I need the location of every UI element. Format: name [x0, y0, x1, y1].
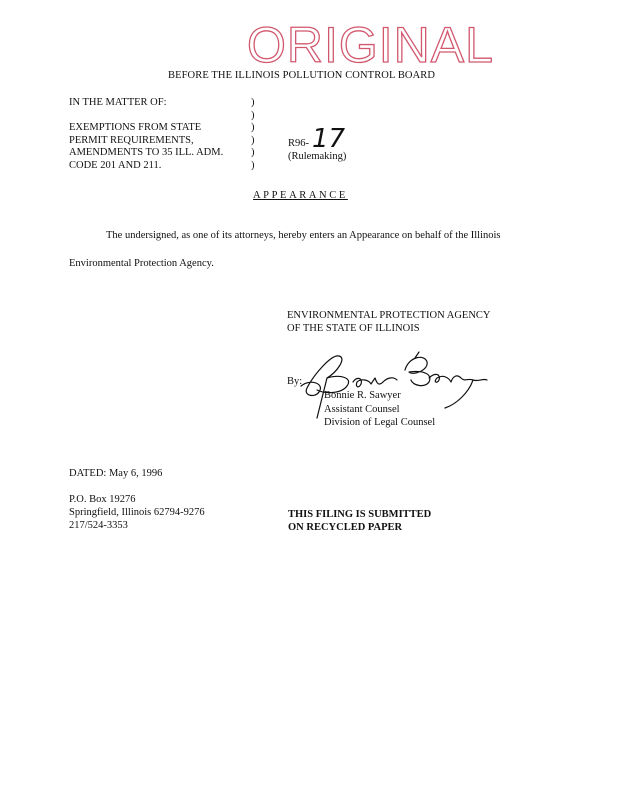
caption-line: CODE 201 AND 211.	[69, 159, 162, 171]
docket-number-handwritten: 17	[312, 124, 346, 154]
agency-line-2: OF THE STATE OF ILLINOIS	[287, 322, 420, 334]
document-title: APPEARANCE	[253, 190, 348, 201]
paren: )	[251, 109, 255, 121]
recycled-line-2: ON RECYCLED PAPER	[288, 521, 403, 533]
caption-line: PERMIT REQUIREMENTS,	[69, 134, 194, 146]
paren: )	[251, 122, 255, 134]
address-line-1: P.O. Box 19276	[69, 494, 136, 505]
body-text-line-1: The undersigned, as one of its attorneys, hereby enters an Appearance on behalf of the Illinois	[106, 230, 501, 241]
signer-division: Division of Legal Counsel	[324, 417, 436, 429]
caption-line: AMENDMENTS TO 35 ILL. ADM.	[69, 147, 224, 159]
case-caption	[69, 97, 223, 173]
agency-line-1: ENVIRONMENTAL PROTECTION AGENCY	[287, 310, 491, 321]
signer-title: Assistant Counsel	[324, 403, 400, 415]
paren: )	[251, 147, 255, 159]
docket-prefix: R96-	[288, 138, 309, 149]
recycled-paper-notice	[288, 509, 431, 535]
by-label: By:	[287, 376, 303, 387]
caption-line: EXEMPTIONS FROM STATE	[69, 122, 202, 134]
agency-name	[287, 310, 491, 335]
address-line-2: Springfield, Illinois 62794-9276	[69, 506, 205, 518]
caption-line	[69, 110, 223, 123]
paren: )	[251, 159, 255, 171]
docket-type: (Rulemaking)	[288, 151, 347, 162]
signer-name: Bonnie R. Sawyer	[324, 390, 401, 401]
dated-line: DATED: May 6, 1996	[69, 468, 163, 479]
body-text-line-2: Environmental Protection Agency.	[69, 258, 214, 269]
mailing-address	[69, 494, 205, 532]
address-line-3: 217/524-3353	[69, 519, 128, 531]
original-stamp	[245, 14, 494, 73]
caption-line: IN THE MATTER OF:	[69, 97, 167, 108]
board-heading: BEFORE THE ILLINOIS POLLUTION CONTROL BOARD	[168, 70, 436, 81]
caption-parens	[251, 97, 255, 173]
paren: )	[251, 97, 255, 108]
signer-block	[324, 389, 435, 430]
original-stamp-text: ORIGINAL	[247, 17, 494, 73]
paren: )	[251, 134, 255, 146]
recycled-line-1: THIS FILING IS SUBMITTED	[288, 509, 432, 520]
